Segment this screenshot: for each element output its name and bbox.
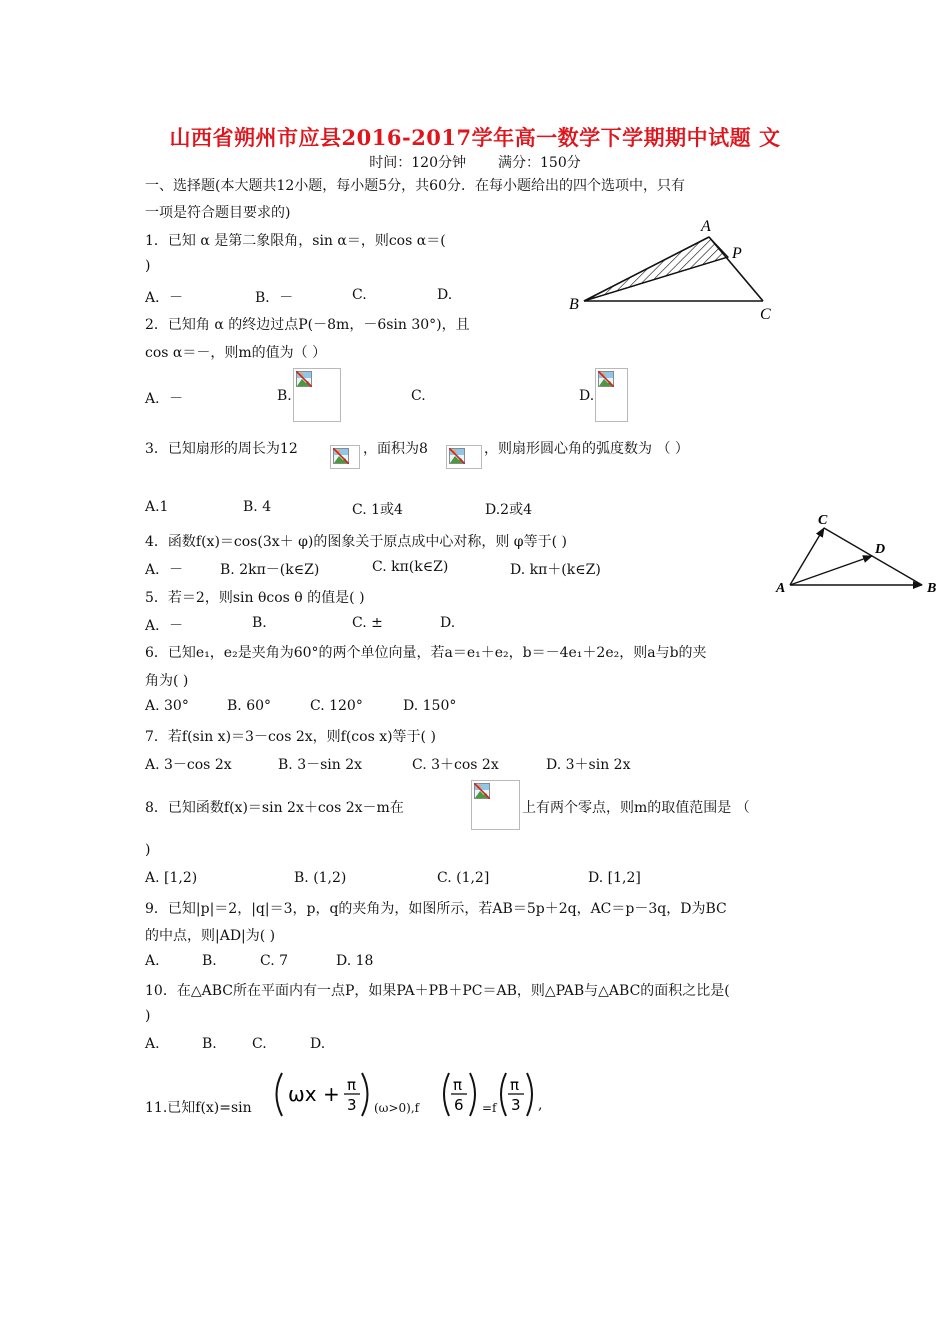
left-paren xyxy=(444,1073,449,1116)
label-c: C xyxy=(760,306,771,323)
q11-sine-argument xyxy=(272,1070,372,1120)
denominator-3: 3 xyxy=(347,1096,357,1114)
label-p: P xyxy=(732,245,742,262)
q3-stem-part1: 3．已知扇形的周长为12 xyxy=(145,441,298,457)
q2-option-b: B. xyxy=(277,388,292,404)
page-title: 山西省朔州市应县2016-2017学年高一数学下学期期中试题 文 xyxy=(169,125,781,150)
q11-prefix: 11.已知f(x)=sin xyxy=(145,1100,252,1116)
q8-stem-part2: 上有两个零点，则m的取值范围是 （ xyxy=(522,800,750,816)
q2-stem: 2．已知角 α 的终边过点P(－8m，－6sin 30°)，且 xyxy=(145,317,470,333)
segment-cb xyxy=(824,528,922,585)
left-paren xyxy=(277,1073,283,1116)
q10-stem-cont: ) xyxy=(145,1008,151,1024)
label-d: D xyxy=(875,542,886,557)
shaded-region xyxy=(584,237,728,301)
q2-option-a: A．－ xyxy=(145,391,184,407)
q9-option-d: D. 18 xyxy=(336,953,374,969)
broken-image-formula xyxy=(446,445,482,469)
q8-option-d: D. [1,2] xyxy=(588,870,641,886)
label-b: B xyxy=(927,581,937,596)
denominator-3: 3 xyxy=(511,1096,521,1114)
q6-option-d: D. 150° xyxy=(403,698,457,714)
q4-option-a: A．－ xyxy=(145,562,184,578)
q4-stem: 4．函数f(x)＝cos(3x＋ φ)的图象关于原点成中心对称，则 φ等于( ) xyxy=(145,534,567,550)
broken-image-formula xyxy=(330,445,360,469)
broken-image-icon xyxy=(333,448,349,464)
q5-option-d: D. xyxy=(440,615,456,631)
q11-middle: (ω>0),f xyxy=(374,1101,420,1115)
q5-option-c: C. ± xyxy=(352,615,383,631)
broken-image-icon xyxy=(474,783,490,799)
q4-option-b: B. 2kπ－(k∈Z) xyxy=(220,562,320,578)
q2-option-d: D. xyxy=(579,388,595,404)
triangle-abcp-figure xyxy=(565,215,795,325)
right-paren xyxy=(470,1073,475,1116)
q3-option-a: A.1 xyxy=(145,499,169,515)
q1-stem: 1．已知 α 是第二象限角，sin α＝，则cos α＝( xyxy=(145,233,446,249)
broken-image-formula xyxy=(471,780,520,830)
omega-x-term: ωx + xyxy=(288,1082,340,1106)
q4-option-d: D. kπ＋(k∈Z) xyxy=(510,562,601,578)
q9-option-b: B. xyxy=(202,953,217,969)
q8-option-c: C. (1,2] xyxy=(437,870,490,886)
q5-stem: 5．若＝2，则sin θcos θ 的值是( ) xyxy=(145,590,365,606)
broken-image-icon xyxy=(598,371,614,387)
label-b: B xyxy=(569,296,579,313)
q10-option-a: A. xyxy=(145,1036,160,1052)
broken-image-formula xyxy=(293,368,341,422)
q3-option-c: C. 1或4 xyxy=(352,502,403,518)
q8-option-b: B. (1,2) xyxy=(294,870,347,886)
broken-image-icon xyxy=(296,371,312,387)
q2-option-c: C. xyxy=(411,388,426,404)
q1-option-c: C. xyxy=(352,287,367,303)
q7-stem: 7．若f(sin x)＝3－cos 2x，则f(cos x)等于( ) xyxy=(145,729,436,745)
q6-option-c: C. 120° xyxy=(310,698,363,714)
q11-equals: =f xyxy=(482,1101,497,1115)
q1-stem-cont: ) xyxy=(145,258,151,274)
broken-image-icon xyxy=(449,448,465,464)
exam-score: 满分：150分 xyxy=(498,155,581,171)
q7-option-b: B. 3－sin 2x xyxy=(278,757,363,773)
right-paren xyxy=(527,1073,532,1116)
q3-stem-part2: ，面积为8 xyxy=(363,441,428,457)
q6-stem-cont: 角为( ) xyxy=(145,673,189,689)
pi-numerator: π xyxy=(347,1076,357,1094)
q4-option-c: C. kπ(k∈Z) xyxy=(372,559,449,575)
section-heading-cont: 一项是符合题目要求的) xyxy=(145,205,291,221)
q9-option-c: C. 7 xyxy=(260,953,289,969)
q1-option-a: A．－ xyxy=(145,290,184,306)
q3-option-d: D.2或4 xyxy=(485,502,532,518)
q5-option-b: B. xyxy=(252,615,267,631)
q10-option-c: C. xyxy=(252,1036,267,1052)
q11-end: , xyxy=(538,1097,543,1113)
exam-time: 时间：120分钟 xyxy=(369,155,466,171)
label-a: A xyxy=(776,581,786,596)
q9-option-a: A. xyxy=(145,953,160,969)
vector-ad xyxy=(790,556,872,585)
q2-stem-cont: cos α＝－，则m的值为（ ） xyxy=(145,345,327,361)
q3-stem-part3: ，则扇形圆心角的弧度数为 （ ） xyxy=(484,441,689,457)
q1-option-d: D. xyxy=(437,287,453,303)
q10-stem: 10．在△ABC所在平面内有一点P，如果PA＋PB＋PC＝AB，则△PAB与△ABC的面积之比是( xyxy=(145,983,730,999)
q8-stem-part1: 8．已知函数f(x)＝sin 2x＋cos 2x－m在 xyxy=(145,800,404,816)
q11-arg-pi-over-6 xyxy=(440,1070,480,1120)
q8-stem-cont: ) xyxy=(145,842,151,858)
q11-arg-pi-over-3 xyxy=(497,1070,537,1120)
vector-ac xyxy=(790,528,824,585)
pi-numerator: π xyxy=(453,1076,463,1094)
exam-info xyxy=(0,152,950,172)
q7-option-d: D. 3＋sin 2x xyxy=(546,757,631,773)
left-paren xyxy=(501,1073,506,1116)
q6-stem: 6．已知e₁，e₂是夹角为60°的两个单位向量，若a＝e₁＋e₂，b＝－4e₁＋2e₂，则a与b的夹 xyxy=(145,645,707,661)
broken-image-formula xyxy=(595,368,628,422)
q10-option-b: B. xyxy=(202,1036,217,1052)
denominator-6: 6 xyxy=(454,1096,464,1114)
q9-stem-cont: 的中点，则|AD|为( ) xyxy=(145,928,276,944)
q5-option-a: A．－ xyxy=(145,618,184,634)
q6-option-b: B. 60° xyxy=(227,698,272,714)
right-paren xyxy=(362,1073,368,1116)
q8-option-a: A. [1,2) xyxy=(145,870,198,886)
q3-option-b: B. 4 xyxy=(243,499,272,515)
q9-stem: 9．已知|p|＝2，|q|＝3，p，q的夹角为，如图所示，若AB＝5p＋2q，AC＝p－3q，D为BC xyxy=(145,901,727,917)
q10-option-d: D. xyxy=(310,1036,326,1052)
q1-option-b: B．－ xyxy=(255,290,294,306)
q7-option-c: C. 3＋cos 2x xyxy=(412,757,499,773)
q6-option-a: A. 30° xyxy=(145,698,189,714)
pi-numerator: π xyxy=(510,1076,520,1094)
q7-option-a: A. 3－cos 2x xyxy=(145,757,232,773)
label-c: C xyxy=(818,513,828,528)
vector-triangle-figure xyxy=(772,510,942,600)
label-a: A xyxy=(701,218,711,235)
section-heading: 一、选择题(本大题共12小题，每小题5分，共60分．在每小题给出的四个选项中，只有 xyxy=(145,178,685,194)
